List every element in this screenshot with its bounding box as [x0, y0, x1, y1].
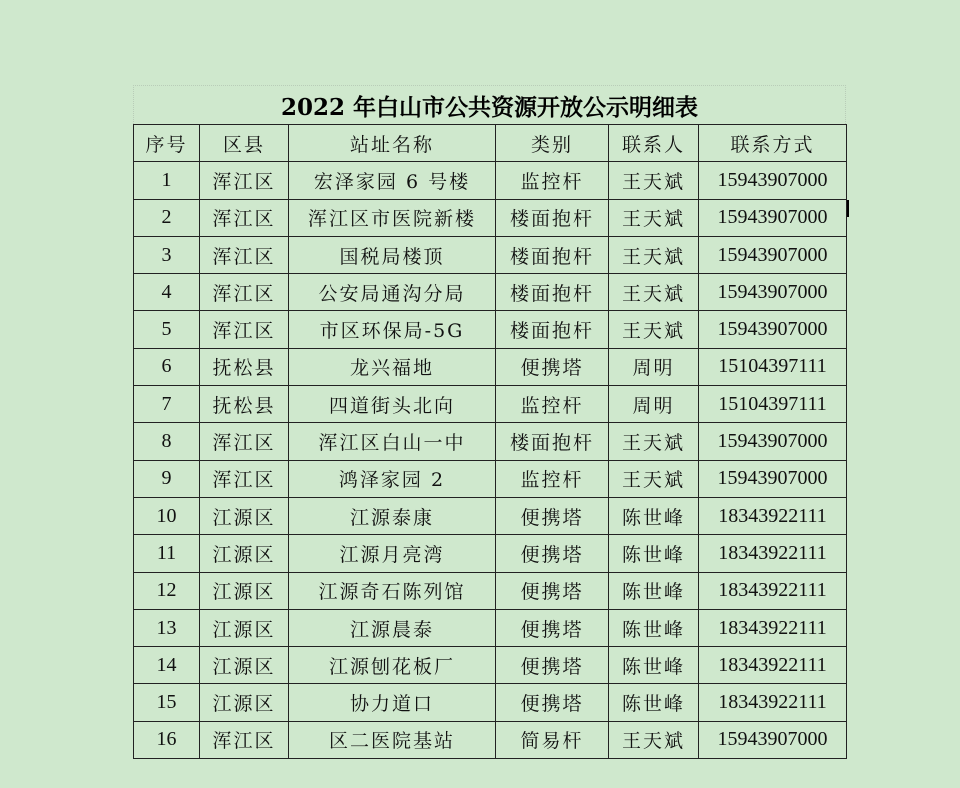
- cell-category[interactable]: 便携塔: [496, 572, 609, 609]
- cell-district[interactable]: 浑江区: [200, 162, 289, 199]
- cell-contact[interactable]: 王天斌: [609, 311, 699, 348]
- cell-district[interactable]: 浑江区: [200, 423, 289, 460]
- cell-site-name[interactable]: 宏泽家园 6 号楼: [289, 162, 496, 199]
- table-row: [134, 460, 847, 497]
- cell-site-name[interactable]: 四道街头北向: [289, 386, 496, 423]
- cell-contact[interactable]: 陈世峰: [609, 572, 699, 609]
- table-title[interactable]: 2022 年白山市公共资源开放公示明细表: [133, 85, 846, 124]
- cell-category[interactable]: 楼面抱杆: [496, 236, 609, 273]
- cell-category[interactable]: 便携塔: [496, 609, 609, 646]
- cell-category[interactable]: 监控杆: [496, 460, 609, 497]
- header-cell-phone[interactable]: 联系方式: [699, 125, 847, 162]
- cell-district[interactable]: 江源区: [200, 647, 289, 684]
- cell-category[interactable]: 便携塔: [496, 647, 609, 684]
- cell-category[interactable]: 楼面抱杆: [496, 423, 609, 460]
- cell-index[interactable]: 13: [134, 609, 200, 646]
- cell-district[interactable]: 江源区: [200, 684, 289, 721]
- cell-index[interactable]: 7: [134, 386, 200, 423]
- cell-contact[interactable]: 陈世峰: [609, 535, 699, 572]
- cell-contact[interactable]: 王天斌: [609, 162, 699, 199]
- table-row: [134, 609, 847, 646]
- cell-category[interactable]: 便携塔: [496, 535, 609, 572]
- cell-phone[interactable]: 15943907000: [699, 236, 847, 273]
- cell-site-name[interactable]: 江源奇石陈列馆: [289, 572, 496, 609]
- cell-index[interactable]: 14: [134, 647, 200, 684]
- cell-site-name[interactable]: 浑江区市医院新楼: [289, 199, 496, 236]
- cell-phone[interactable]: 18343922111: [699, 535, 847, 572]
- cell-district[interactable]: 浑江区: [200, 311, 289, 348]
- cell-index[interactable]: 4: [134, 274, 200, 311]
- cell-site-name[interactable]: 公安局通沟分局: [289, 274, 496, 311]
- cell-district[interactable]: 浑江区: [200, 199, 289, 236]
- cell-site-name[interactable]: 区二医院基站: [289, 721, 496, 758]
- cell-contact[interactable]: 王天斌: [609, 423, 699, 460]
- cell-contact[interactable]: 陈世峰: [609, 647, 699, 684]
- cell-district[interactable]: 浑江区: [200, 236, 289, 273]
- cell-category[interactable]: 监控杆: [496, 162, 609, 199]
- cell-phone[interactable]: 15943907000: [699, 274, 847, 311]
- table-row: [134, 497, 847, 534]
- table-row: [134, 236, 847, 273]
- cell-phone[interactable]: 18343922111: [699, 684, 847, 721]
- cell-category[interactable]: 便携塔: [496, 684, 609, 721]
- table-row: [134, 572, 847, 609]
- cell-phone[interactable]: 18343922111: [699, 647, 847, 684]
- table-row: [134, 721, 847, 758]
- cell-category[interactable]: 便携塔: [496, 497, 609, 534]
- cell-site-name[interactable]: 协力道口: [289, 684, 496, 721]
- cell-category[interactable]: 监控杆: [496, 386, 609, 423]
- cell-index[interactable]: 12: [134, 572, 200, 609]
- table-row: [134, 274, 847, 311]
- cell-site-name[interactable]: 鸿泽家园 2: [289, 460, 496, 497]
- cell-index[interactable]: 8: [134, 423, 200, 460]
- cell-district[interactable]: 江源区: [200, 609, 289, 646]
- table-row: [134, 386, 847, 423]
- text-cursor: [847, 200, 849, 217]
- cell-phone[interactable]: 18343922111: [699, 497, 847, 534]
- header-row: [134, 125, 847, 162]
- cell-site-name[interactable]: 江源刨花板厂: [289, 647, 496, 684]
- cell-index[interactable]: 6: [134, 348, 200, 385]
- cell-index[interactable]: 1: [134, 162, 200, 199]
- table-row: [134, 348, 847, 385]
- cell-phone[interactable]: 15943907000: [699, 311, 847, 348]
- table-row: [134, 647, 847, 684]
- cell-index[interactable]: 2: [134, 199, 200, 236]
- cell-site-name[interactable]: 江源晨泰: [289, 609, 496, 646]
- header-cell-contact[interactable]: 联系人: [609, 125, 699, 162]
- cell-category[interactable]: 楼面抱杆: [496, 199, 609, 236]
- table-row: [134, 535, 847, 572]
- header-cell-district[interactable]: 区县: [200, 125, 289, 162]
- cell-contact[interactable]: 王天斌: [609, 274, 699, 311]
- cell-index[interactable]: 11: [134, 535, 200, 572]
- cell-site-name[interactable]: 江源月亮湾: [289, 535, 496, 572]
- cell-district[interactable]: 浑江区: [200, 274, 289, 311]
- cell-index[interactable]: 3: [134, 236, 200, 273]
- cell-district[interactable]: 抚松县: [200, 348, 289, 385]
- table-row: [134, 311, 847, 348]
- cell-index[interactable]: 10: [134, 497, 200, 534]
- cell-index[interactable]: 9: [134, 460, 200, 497]
- cell-phone[interactable]: 15104397111: [699, 348, 847, 385]
- cell-contact[interactable]: 陈世峰: [609, 497, 699, 534]
- cell-category[interactable]: 便携塔: [496, 348, 609, 385]
- cell-contact[interactable]: 周明: [609, 386, 699, 423]
- cell-category[interactable]: 简易杆: [496, 721, 609, 758]
- table-row: [134, 684, 847, 721]
- table-row: [134, 199, 847, 236]
- cell-district[interactable]: 江源区: [200, 572, 289, 609]
- cell-index[interactable]: 5: [134, 311, 200, 348]
- table-row: [134, 423, 847, 460]
- cell-phone[interactable]: 15943907000: [699, 162, 847, 199]
- cell-contact[interactable]: 王天斌: [609, 721, 699, 758]
- cell-site-name[interactable]: 国税局楼顶: [289, 236, 496, 273]
- cell-phone[interactable]: 15943907000: [699, 199, 847, 236]
- cell-phone[interactable]: 15943907000: [699, 721, 847, 758]
- cell-index[interactable]: 16: [134, 721, 200, 758]
- cell-contact[interactable]: 陈世峰: [609, 609, 699, 646]
- cell-site-name[interactable]: 江源泰康: [289, 497, 496, 534]
- cell-contact[interactable]: 周明: [609, 348, 699, 385]
- cell-phone[interactable]: 15943907000: [699, 460, 847, 497]
- cell-phone[interactable]: 18343922111: [699, 609, 847, 646]
- cell-district[interactable]: 浑江区: [200, 721, 289, 758]
- cell-contact[interactable]: 王天斌: [609, 199, 699, 236]
- cell-district[interactable]: 抚松县: [200, 386, 289, 423]
- header-cell-category[interactable]: 类别: [496, 125, 609, 162]
- cell-district[interactable]: 江源区: [200, 535, 289, 572]
- cell-district[interactable]: 江源区: [200, 497, 289, 534]
- cell-site-name[interactable]: 浑江区白山一中: [289, 423, 496, 460]
- cell-contact[interactable]: 王天斌: [609, 236, 699, 273]
- cell-phone[interactable]: 18343922111: [699, 572, 847, 609]
- cell-contact[interactable]: 王天斌: [609, 460, 699, 497]
- cell-category[interactable]: 楼面抱杆: [496, 274, 609, 311]
- cell-contact[interactable]: 陈世峰: [609, 684, 699, 721]
- data-table: [133, 124, 847, 759]
- table-row: [134, 162, 847, 199]
- cell-site-name[interactable]: 市区环保局-5G: [289, 311, 496, 348]
- cell-index[interactable]: 15: [134, 684, 200, 721]
- cell-phone[interactable]: 15943907000: [699, 423, 847, 460]
- header-cell-site-name[interactable]: 站址名称: [289, 125, 496, 162]
- cell-category[interactable]: 楼面抱杆: [496, 311, 609, 348]
- cell-site-name[interactable]: 龙兴福地: [289, 348, 496, 385]
- cell-phone[interactable]: 15104397111: [699, 386, 847, 423]
- header-cell-index[interactable]: 序号: [134, 125, 200, 162]
- cell-district[interactable]: 浑江区: [200, 460, 289, 497]
- spreadsheet: [133, 85, 846, 759]
